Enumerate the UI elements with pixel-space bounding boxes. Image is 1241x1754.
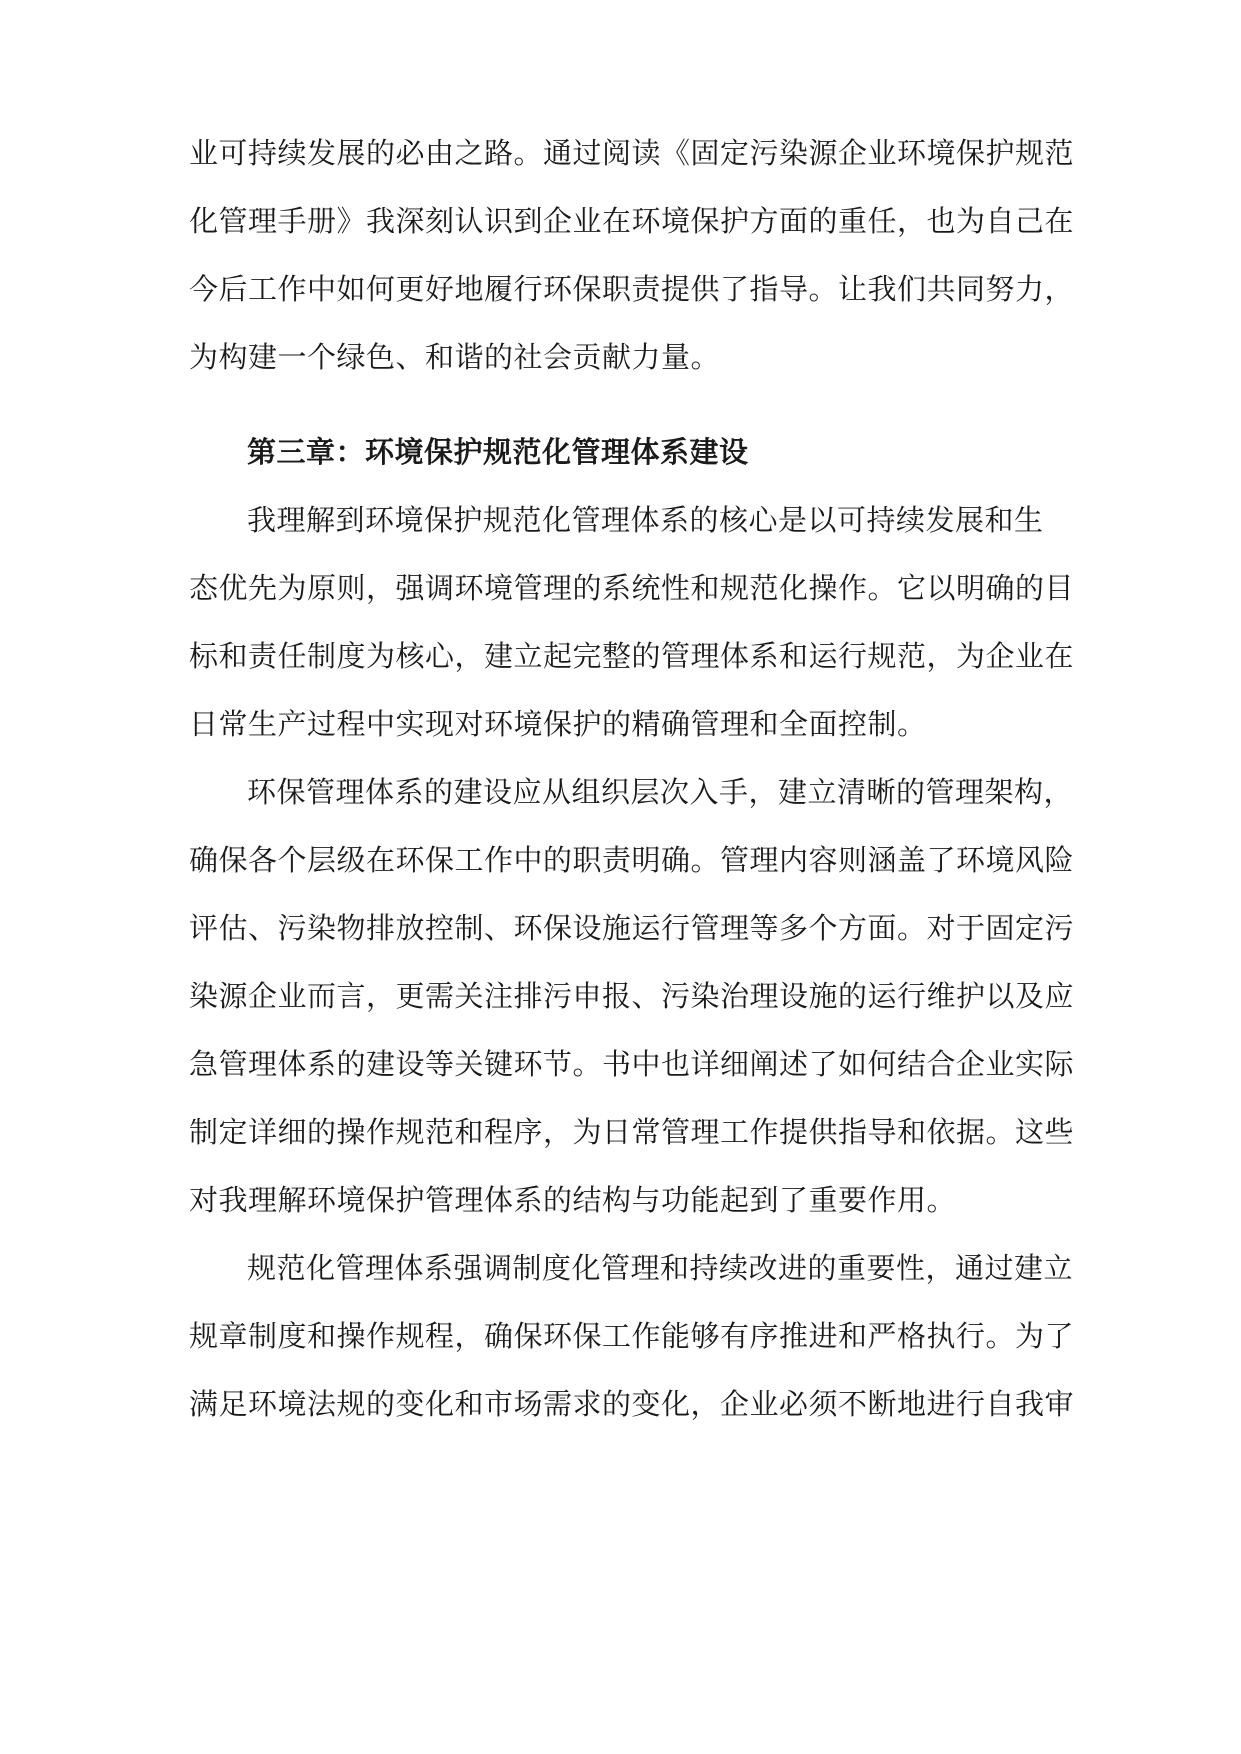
paragraph2-line-2: 确保各个层级在环保工作中的职责明确。管理内容则涵盖了环境风险 — [189, 843, 1075, 877]
paragraph3-line-3: 满足环境法规的变化和市场需求的变化，企业必须不断地进行自我审 — [189, 1387, 1075, 1421]
paragraph2-line-4: 染源企业而言，更需关注排污申报、污染治理设施的运行维护以及应 — [189, 979, 1075, 1013]
paragraph2-line-6: 制定详细的操作规范和程序，为日常管理工作提供指导和依据。这些 — [189, 1115, 1075, 1149]
paragraph1-line-4: 日常生产过程中实现对环境保护的精确管理和全面控制。 — [189, 707, 927, 741]
paragraph1-line-1: 我理解到环境保护规范化管理体系的核心是以可持续发展和生 — [247, 503, 1044, 537]
paragraph1-line-2: 态优先为原则，强调环境管理的系统性和规范化操作。它以明确的目 — [189, 571, 1075, 605]
paragraph2-line-5: 急管理体系的建设等关键环节。书中也详细阐述了如何结合企业实际 — [189, 1047, 1075, 1081]
paragraph2-line-1: 环保管理体系的建设应从组织层次入手，建立清晰的管理架构， — [247, 775, 1074, 809]
intro-line-3: 今后工作中如何更好地履行环保职责提供了指导。让我们共同努力， — [189, 272, 1075, 306]
intro-line-1: 业可持续发展的必由之路。通过阅读《固定污染源企业环境保护规范 — [189, 136, 1075, 170]
intro-line-2: 化管理手册》我深刻认识到企业在环境保护方面的重任，也为自己在 — [189, 204, 1075, 238]
paragraph3-line-2: 规章制度和操作规程，确保环保工作能够有序推进和严格执行。为了 — [189, 1319, 1075, 1353]
paragraph2-line-3: 评估、污染物排放控制、环保设施运行管理等多个方面。对于固定污 — [189, 911, 1075, 945]
paragraph2-line-7: 对我理解环境保护管理体系的结构与功能起到了重要作用。 — [189, 1183, 957, 1217]
paragraph3-line-1: 规范化管理体系强调制度化管理和持续改进的重要性，通过建立 — [247, 1251, 1074, 1285]
paragraph1-line-3: 标和责任制度为核心，建立起完整的管理体系和运行规范，为企业在 — [189, 639, 1075, 673]
intro-line-4: 为构建一个绿色、和谐的社会贡献力量。 — [189, 340, 721, 374]
chapter-heading: 第三章：环境保护规范化管理体系建设 — [247, 435, 749, 469]
